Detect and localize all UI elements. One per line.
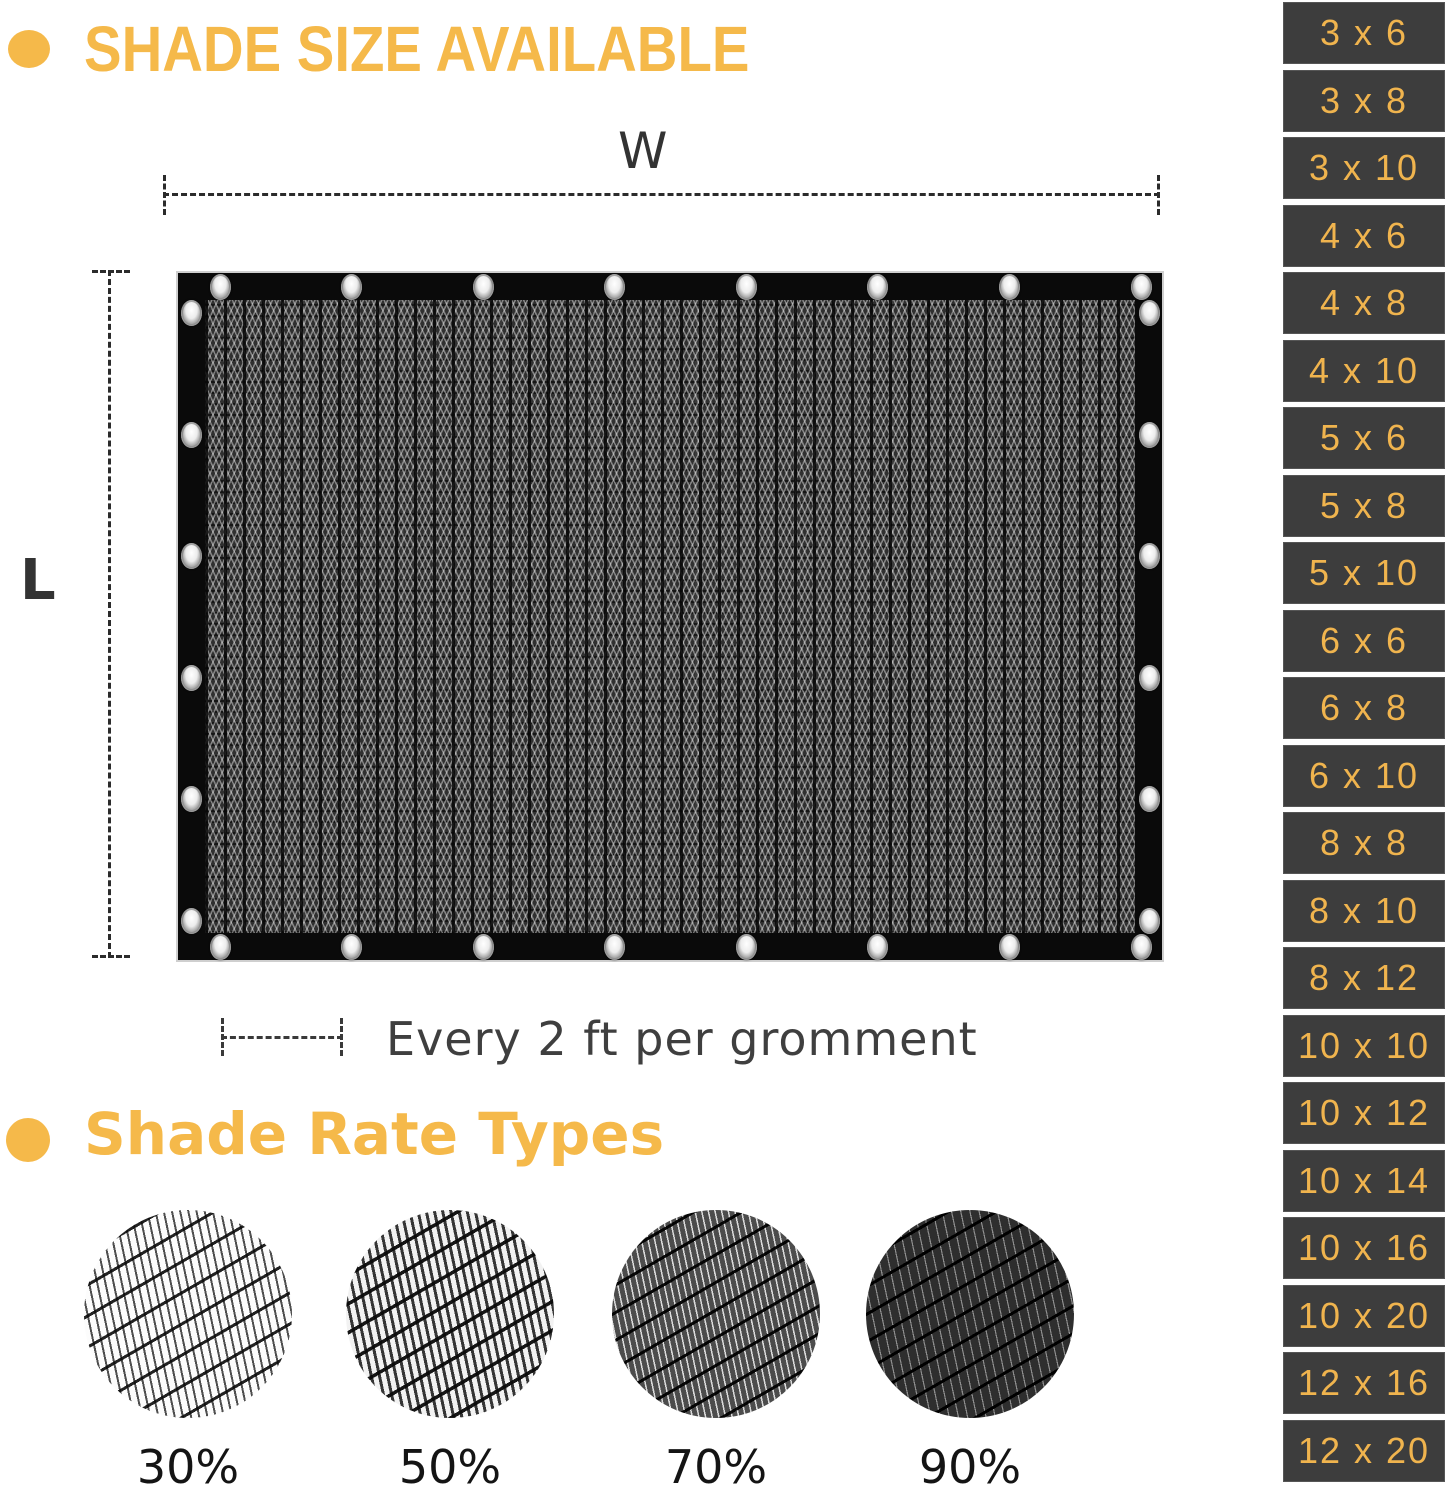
length-dimension-tick-top <box>92 270 130 273</box>
grommet-icon <box>1139 422 1160 448</box>
length-dimension-label: L <box>20 548 56 613</box>
grommet-icon <box>181 300 202 326</box>
size-option: 10 x 10 <box>1283 1015 1445 1077</box>
width-dimension-tick-left <box>163 175 166 215</box>
section-title-shade-rates: Shade Rate Types <box>84 1100 665 1168</box>
grommet-icon <box>1139 543 1160 569</box>
grommet-icon <box>1139 300 1160 326</box>
size-option: 8 x 8 <box>1283 812 1445 874</box>
bullet-dot-icon <box>6 1118 50 1162</box>
size-option: 5 x 10 <box>1283 542 1445 604</box>
section-title-sizes: SHADE SIZE AVAILABLE <box>84 13 750 85</box>
grommet-icon <box>736 934 757 960</box>
grommet-icon <box>181 786 202 812</box>
size-option: 12 x 16 <box>1283 1352 1445 1414</box>
shade-net-illustration <box>178 273 1162 960</box>
size-option: 3 x 6 <box>1283 2 1445 64</box>
mesh-sample-30-image <box>84 1210 292 1418</box>
grommet-icon <box>604 934 625 960</box>
grommet-icon <box>1131 934 1152 960</box>
grommet-icon <box>999 274 1020 300</box>
grommet-icon <box>867 934 888 960</box>
mesh-sample-70-image <box>612 1210 820 1418</box>
grommet-spacing-note: Every 2 ft per gromment <box>386 1012 978 1066</box>
shade-rate-item-70 <box>608 1210 824 1485</box>
size-option: 12 x 20 <box>1283 1420 1445 1482</box>
mesh-sample-90-image <box>866 1210 1074 1418</box>
size-option: 6 x 6 <box>1283 610 1445 672</box>
mesh-sample-50-image <box>346 1210 554 1418</box>
size-option: 4 x 10 <box>1283 340 1445 402</box>
grommet-icon <box>1139 665 1160 691</box>
size-option: 10 x 12 <box>1283 1082 1445 1144</box>
grommet-icon <box>473 274 494 300</box>
size-option: 10 x 20 <box>1283 1285 1445 1347</box>
grommet-icon <box>604 274 625 300</box>
size-option: 5 x 6 <box>1283 407 1445 469</box>
shade-net-mesh-texture <box>205 300 1135 933</box>
width-dimension-line <box>163 193 1160 196</box>
grommet-icon <box>1139 786 1160 812</box>
grommet-icon <box>999 934 1020 960</box>
grommet-icon <box>867 274 888 300</box>
grommet-icon <box>181 543 202 569</box>
grommet-icon <box>1131 274 1152 300</box>
length-dimension-tick-bottom <box>92 955 130 958</box>
shade-rate-item-90 <box>862 1210 1078 1485</box>
width-dimension-tick-right <box>1157 175 1160 215</box>
bullet-dot-icon <box>8 30 50 68</box>
size-option: 5 x 8 <box>1283 475 1445 537</box>
size-option: 3 x 8 <box>1283 70 1445 132</box>
grommet-icon <box>181 422 202 448</box>
grommet-icon <box>181 908 202 934</box>
size-option: 4 x 8 <box>1283 272 1445 334</box>
grommet-icon <box>210 934 231 960</box>
grommet-icon <box>181 665 202 691</box>
grommet-icon <box>341 274 362 300</box>
grommet-icon <box>210 274 231 300</box>
size-option: 4 x 6 <box>1283 205 1445 267</box>
grommet-icon <box>473 934 494 960</box>
size-option: 8 x 10 <box>1283 880 1445 942</box>
shade-rate-label: 30% <box>136 1440 240 1485</box>
shade-rate-label: 90% <box>918 1440 1022 1485</box>
size-option: 3 x 10 <box>1283 137 1445 199</box>
shade-rate-label: 50% <box>398 1440 502 1485</box>
grommet-spacing-line <box>221 1036 343 1039</box>
grommet-icon <box>1139 908 1160 934</box>
shade-rate-label: 70% <box>664 1440 768 1485</box>
size-option: 10 x 16 <box>1283 1217 1445 1279</box>
shade-rate-item-50 <box>342 1210 558 1485</box>
size-option: 6 x 8 <box>1283 677 1445 739</box>
size-option: 6 x 10 <box>1283 745 1445 807</box>
size-option: 10 x 14 <box>1283 1150 1445 1212</box>
length-dimension-line <box>108 270 111 958</box>
grommet-icon <box>736 274 757 300</box>
width-dimension-label: W <box>618 122 668 180</box>
size-option: 8 x 12 <box>1283 947 1445 1009</box>
shade-rate-item-30 <box>80 1210 296 1485</box>
grommet-icon <box>341 934 362 960</box>
